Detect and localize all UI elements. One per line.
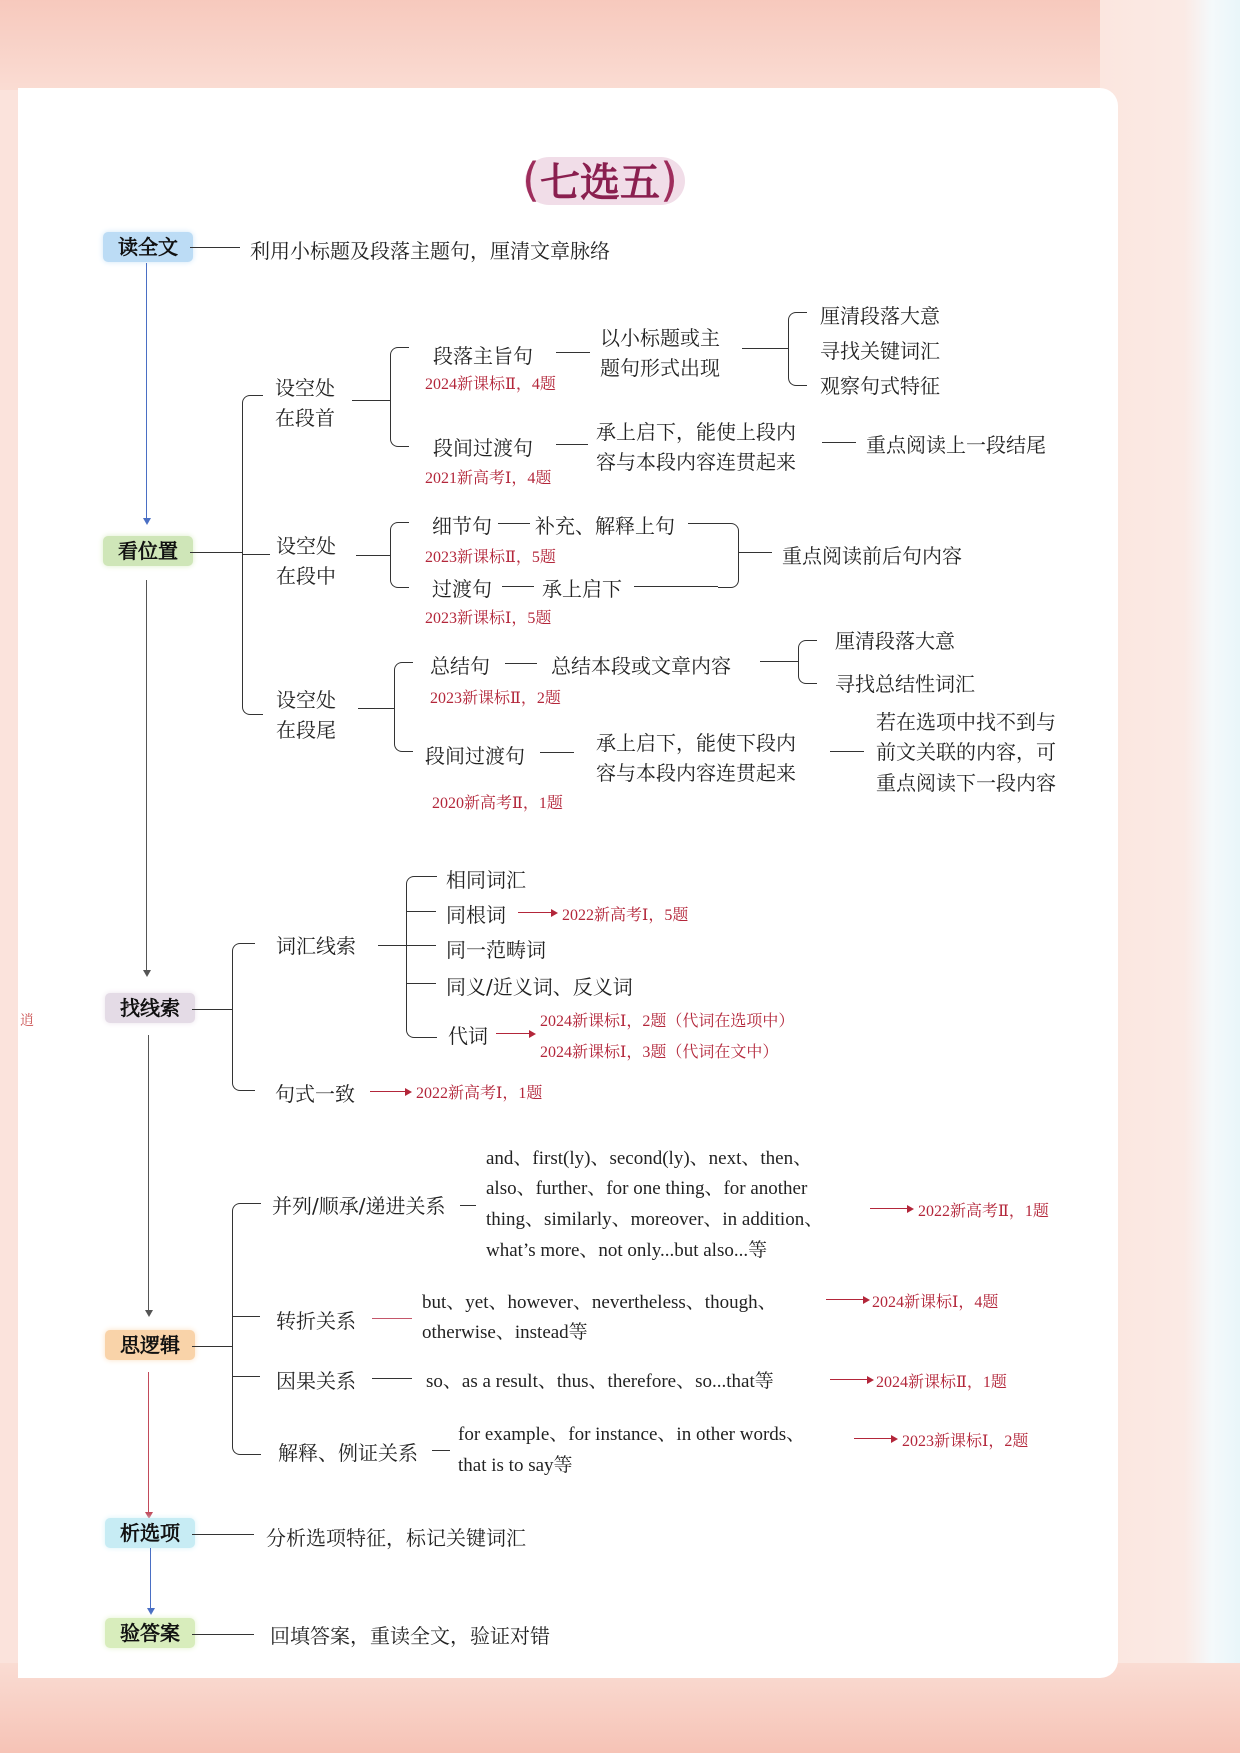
connector [378,945,406,946]
connector [432,1450,450,1451]
step-verify-desc: 回填答案，重读全文，验证对错 [270,1624,550,1648]
logic-contrast-ref: 2024新课标Ⅰ，4题 [872,1294,999,1311]
page-background-right [1100,0,1240,1753]
logic-example-words: for example、for instance、in other words、 [458,1424,806,1445]
connector [190,247,240,248]
connector [372,1318,412,1319]
head-transition-tip: 重点阅读上一段结尾 [866,433,1046,457]
tail-transition-tip-3: 重点阅读下一段内容 [876,771,1056,795]
connector [556,352,590,353]
connector [822,442,856,443]
tail-transition-desc-1: 承上启下，能使下段内 [596,731,796,755]
tail-label-1: 设空处 [276,688,336,712]
detail-ref: 2023新课标Ⅱ，5题 [425,549,556,566]
step-clues: 找线索 [105,993,195,1023]
head-transition-ref: 2021新高考Ⅰ，4题 [425,470,552,487]
topic-tip: 厘清段落大意 [820,304,940,328]
step-analyze-options: 析选项 [105,1518,195,1548]
summary-label: 总结句 [430,654,490,678]
summary-ref: 2023新课标Ⅱ，2题 [430,690,561,707]
tail-transition-label: 段间过渡句 [425,744,525,768]
vocab-item-synonyms: 同义/近义词、反义词 [446,975,633,999]
logic-example-label: 解释、例证关系 [278,1441,418,1465]
arrow-icon [518,912,556,913]
step-read-all-desc: 利用小标题及段落主题句，厘清文章脉络 [250,239,610,263]
step-verify: 验答案 [105,1618,195,1648]
topic-sentence-label: 段落主旨句 [433,344,533,368]
logic-contrast-words: otherwise、instead等 [422,1322,588,1343]
head-transition-desc-1: 承上启下，能使上段内 [596,420,796,444]
flow-arrow [150,1548,151,1613]
syntax-clue-ref: 2022新高考Ⅰ，1题 [416,1085,543,1102]
page-background-top [0,0,1240,90]
topic-desc-2: 题句形式出现 [600,356,720,380]
logic-parallel-words: also、further、for one thing、for another [486,1178,808,1199]
page-title [510,150,690,210]
connector [498,523,530,524]
connector [688,523,718,524]
logic-contrast-label: 转折关系 [276,1309,356,1333]
tail-transition-tip-1: 若在选项中找不到与 [876,710,1056,734]
arrow-icon [496,1033,534,1034]
middle-right-brace [718,523,739,588]
tail-transition-desc-2: 容与本段内容连贯起来 [596,761,796,785]
head-label-2: 在段首 [275,406,335,430]
clues-brace [232,943,255,1091]
connector [232,1376,260,1377]
connector [372,1378,412,1379]
connector [406,983,436,984]
position-brace [242,395,263,715]
logic-cause-words: so、as a result、thus、therefore、so...that等 [426,1371,774,1392]
right-paren: ) [660,153,678,207]
arrow-icon [830,1379,872,1380]
vocab-clues-label: 词汇线索 [276,934,356,958]
arrow-icon [826,1299,868,1300]
connector [192,1346,232,1347]
connector [760,661,798,662]
connector [556,444,588,445]
arrow-icon [370,1091,410,1092]
arrow-icon [870,1208,912,1209]
connector [540,752,574,753]
left-paren: ( [522,153,540,207]
connector [192,1009,232,1010]
pronoun-ref: 2024新课标Ⅰ，3题（代词在文中） [540,1044,779,1061]
connector [192,1634,254,1635]
connector [830,751,864,752]
step-analyze-options-desc: 分析选项特征，标记关键词汇 [266,1526,526,1550]
topic-tips-brace [788,312,807,386]
detail-label: 细节句 [432,514,492,538]
margin-mark: 逍 [20,1013,34,1029]
syntax-clue-label: 句式一致 [275,1082,355,1106]
tail-transition-tip-2: 前文关联的内容，可 [876,740,1056,764]
summary-tips-brace [798,640,817,684]
tail-transition-ref: 2020新高考Ⅱ，1题 [432,795,563,812]
pronoun-ref: 2024新课标Ⅰ，2题（代词在选项中） [540,1013,795,1030]
vocab-item-cognates: 同根词 [446,903,506,927]
connector [406,911,436,912]
tail-brace [394,662,413,752]
topic-tip: 观察句式特征 [820,374,940,398]
connector [634,586,718,587]
topic-tip: 寻找关键词汇 [820,339,940,363]
logic-example-ref: 2023新课标Ⅰ，2题 [902,1433,1029,1450]
middle-label-1: 设空处 [276,534,336,558]
topic-desc-1: 以小标题或主 [600,326,720,350]
vocab-item-same-category: 同一范畴词 [446,938,546,962]
flow-arrow [148,1035,149,1315]
logic-cause-ref: 2024新课标Ⅱ，1题 [876,1374,1007,1391]
connector [356,555,390,556]
topic-sentence-ref: 2024新课标Ⅱ，4题 [425,376,556,393]
head-transition-desc-2: 容与本段内容连贯起来 [596,450,796,474]
connector [505,663,537,664]
connector [460,1205,476,1206]
vocab-item-same-words: 相同词汇 [446,868,526,892]
flow-arrow [146,580,147,975]
connector [232,1316,260,1317]
middle-tip: 重点阅读前后句内容 [782,544,962,568]
middle-label-2: 在段中 [276,564,336,588]
summary-desc: 总结本段或文章内容 [551,654,731,678]
connector [742,348,788,349]
connector [352,400,390,401]
head-brace [390,347,409,447]
connector [738,552,772,553]
connector [242,554,270,555]
connector [502,586,534,587]
cognates-ref: 2022新高考Ⅰ，5题 [562,907,689,924]
logic-contrast-words: but、yet、however、nevertheless、though、 [422,1292,777,1313]
logic-parallel-words: what’s more、not only...but also...等 [486,1240,768,1261]
arrow-icon [854,1438,896,1439]
head-transition-label: 段间过渡句 [433,436,533,460]
middle-transition-desc: 承上启下 [542,577,622,601]
logic-parallel-label: 并列/顺承/递进关系 [272,1194,446,1218]
logic-brace [232,1203,261,1455]
logic-example-words: that is to say等 [458,1455,573,1476]
head-label-1: 设空处 [275,376,335,400]
step-logic: 思逻辑 [105,1330,195,1360]
tail-label-2: 在段尾 [276,718,336,742]
logic-parallel-words: thing、similarly、moreover、in addition、 [486,1209,824,1230]
connector [190,552,242,553]
logic-parallel-words: and、first(ly)、second(ly)、next、then、 [486,1148,813,1169]
flow-arrow [146,263,147,523]
connector [406,945,436,946]
summary-tip: 厘清段落大意 [835,629,955,653]
connector [358,708,394,709]
middle-transition-ref: 2023新课标Ⅰ，5题 [425,610,552,627]
connector [192,1534,254,1535]
flow-arrow [148,1372,149,1517]
logic-cause-label: 因果关系 [276,1369,356,1393]
vocab-brace [406,876,437,1038]
detail-desc: 补充、解释上句 [535,514,675,538]
step-read-all: 读全文 [103,232,193,262]
step-position: 看位置 [103,536,193,566]
summary-tip: 寻找总结性词汇 [835,672,975,696]
middle-transition-label: 过渡句 [432,577,492,601]
vocab-item-pronouns: 代词 [448,1024,488,1048]
middle-brace [390,522,409,588]
logic-parallel-ref: 2022新高考Ⅱ，1题 [918,1203,1049,1220]
title-text: 七选五 [540,160,660,206]
